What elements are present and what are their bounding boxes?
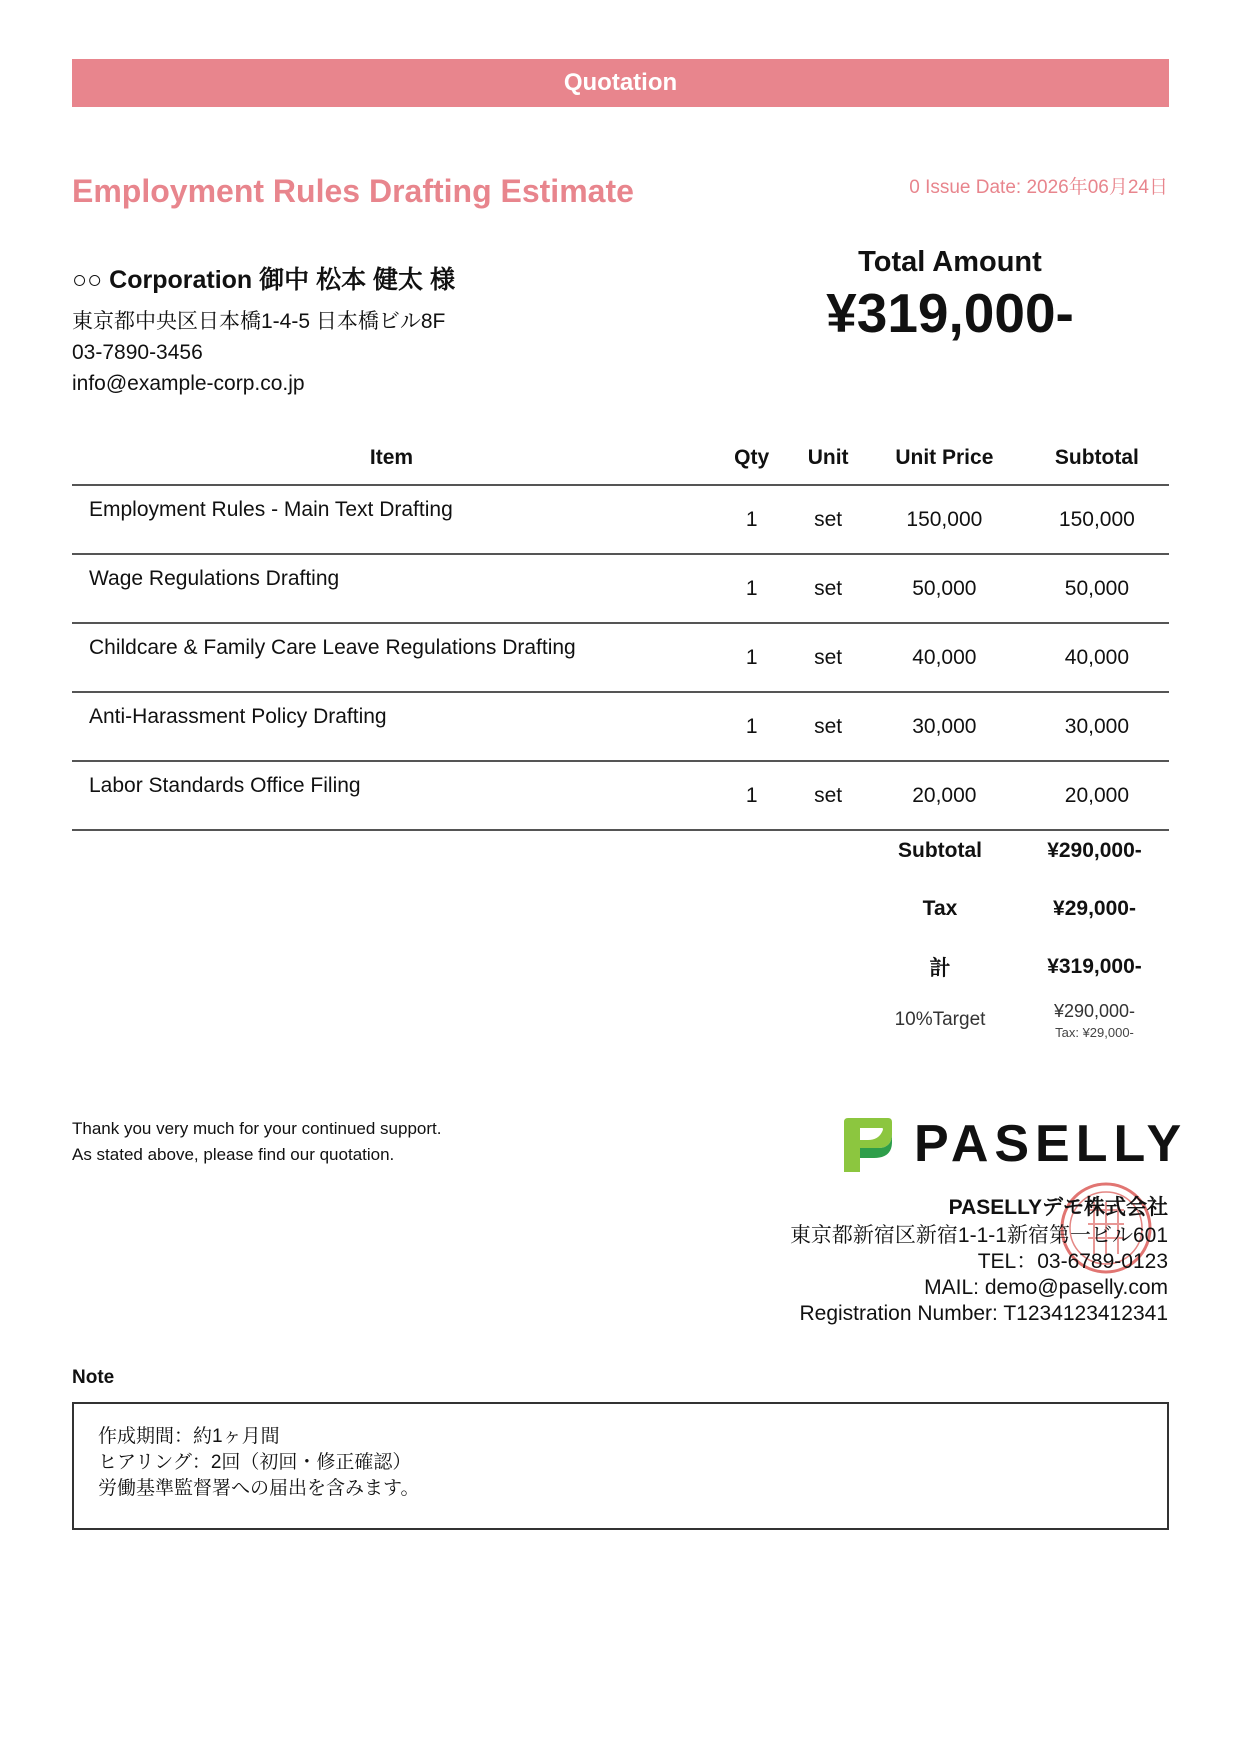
tax-rate-values bbox=[1020, 998, 1169, 1042]
line-items-table bbox=[72, 432, 1169, 831]
company-logo-text: PASELLY bbox=[914, 1115, 1188, 1173]
cell-unit-price: 20,000 bbox=[864, 761, 1025, 830]
cell-qty: 1 bbox=[711, 554, 792, 623]
issuer-address: 東京都新宿区新宿1-1-1新宿第一ビル601 bbox=[789, 1224, 1168, 1247]
table-row bbox=[72, 761, 1169, 830]
summary-tax-rate-row bbox=[860, 998, 1169, 1042]
summary-subtotal-label: Subtotal bbox=[898, 839, 982, 862]
table-row bbox=[72, 623, 1169, 692]
issuer-mail: MAIL: demo@paselly.com bbox=[924, 1276, 1168, 1299]
cell-unit-price: 30,000 bbox=[864, 692, 1025, 761]
cell-item: Childcare & Family Care Leave Regulations Drafting bbox=[72, 623, 711, 692]
summary-subtotal-row bbox=[860, 822, 1169, 880]
summary-total-value: ¥319,000- bbox=[1047, 955, 1142, 978]
note-line-3: 労働基準監督署への届出を含みます。 bbox=[98, 1478, 420, 1499]
client-address: 東京都中央区日本橋1-4-5 日本橋ビル8F bbox=[72, 310, 446, 333]
note-label: Note bbox=[72, 1367, 115, 1388]
header-unit: Unit bbox=[792, 432, 864, 485]
table-row bbox=[72, 692, 1169, 761]
summary-tax-value: ¥29,000- bbox=[1053, 897, 1136, 920]
cell-unit: set bbox=[792, 554, 864, 623]
summary-tax-row bbox=[860, 880, 1169, 938]
cell-qty: 1 bbox=[711, 485, 792, 554]
total-amount-box bbox=[810, 244, 1090, 346]
cell-item: Wage Regulations Drafting bbox=[72, 554, 711, 623]
note-text bbox=[74, 1404, 1167, 1522]
note-line-2: ヒアリング：2回（初回・修正確認） bbox=[98, 1452, 412, 1473]
cell-unit-price: 50,000 bbox=[864, 554, 1025, 623]
issuer-name: PASELLYデモ株式会社 bbox=[948, 1196, 1168, 1219]
issuer-block bbox=[790, 1195, 1168, 1327]
tax-rate-tax: Tax: ¥29,000- bbox=[1055, 1025, 1134, 1040]
header-item: Item bbox=[72, 432, 711, 485]
total-amount-label: Total Amount bbox=[858, 246, 1042, 278]
cell-unit: set bbox=[792, 485, 864, 554]
client-block bbox=[72, 264, 455, 399]
table-row bbox=[72, 485, 1169, 554]
client-name: ○○ Corporation 御中 松本 健太 様 bbox=[72, 266, 455, 294]
cell-subtotal: 50,000 bbox=[1025, 554, 1169, 623]
document-header-band bbox=[72, 59, 1169, 107]
document-type-title: Quotation bbox=[563, 69, 678, 96]
thanks-message bbox=[72, 1116, 441, 1168]
thanks-line-2: As stated above, please find our quotation. bbox=[72, 1145, 395, 1164]
cell-unit: set bbox=[792, 692, 864, 761]
cell-unit: set bbox=[792, 761, 864, 830]
summary-total-label: 計 bbox=[929, 957, 951, 980]
cell-unit-price: 150,000 bbox=[864, 485, 1025, 554]
cell-item: Anti-Harassment Policy Drafting bbox=[72, 692, 711, 761]
thanks-line-1: Thank you very much for your continued support. bbox=[72, 1119, 442, 1138]
issuer-tel: TEL：03-6789-0123 bbox=[977, 1250, 1168, 1273]
tax-rate-label: 10%Target bbox=[894, 1009, 986, 1030]
cell-qty: 1 bbox=[711, 623, 792, 692]
issue-date: 0 Issue Date: 2026年06月24日 bbox=[909, 177, 1168, 198]
header-subtotal: Subtotal bbox=[1025, 432, 1169, 485]
cell-subtotal: 150,000 bbox=[1025, 485, 1169, 554]
cell-item: Labor Standards Office Filing bbox=[72, 761, 711, 830]
summary-total-row bbox=[860, 938, 1169, 996]
cell-subtotal: 40,000 bbox=[1025, 623, 1169, 692]
cell-qty: 1 bbox=[711, 761, 792, 830]
client-phone: 03-7890-3456 bbox=[72, 341, 203, 364]
client-email: info@example-corp.co.jp bbox=[72, 372, 305, 395]
cell-subtotal: 30,000 bbox=[1025, 692, 1169, 761]
header-unit-price: Unit Price bbox=[864, 432, 1025, 485]
note-box bbox=[72, 1402, 1169, 1530]
summary-tax-label: Tax bbox=[922, 897, 958, 920]
totals-summary bbox=[860, 822, 1169, 1042]
table-header-row bbox=[72, 432, 1169, 485]
cell-item: Employment Rules - Main Text Drafting bbox=[72, 485, 711, 554]
issuer-registration: Registration Number: T1234123412341 bbox=[799, 1302, 1168, 1325]
total-amount-value: ¥319,000- bbox=[826, 282, 1074, 344]
paselly-leaf-icon bbox=[838, 1114, 898, 1176]
note-line-1: 作成期間：約1ヶ月間 bbox=[98, 1426, 280, 1447]
company-logo bbox=[838, 1114, 1188, 1176]
document-title: Employment Rules Drafting Estimate bbox=[72, 173, 634, 209]
cell-unit: set bbox=[792, 623, 864, 692]
table-row bbox=[72, 554, 1169, 623]
cell-subtotal: 20,000 bbox=[1025, 761, 1169, 830]
cell-qty: 1 bbox=[711, 692, 792, 761]
cell-unit-price: 40,000 bbox=[864, 623, 1025, 692]
tax-rate-base: ¥290,000- bbox=[1053, 1001, 1136, 1021]
summary-subtotal-value: ¥290,000- bbox=[1047, 839, 1142, 862]
header-qty: Qty bbox=[711, 432, 792, 485]
